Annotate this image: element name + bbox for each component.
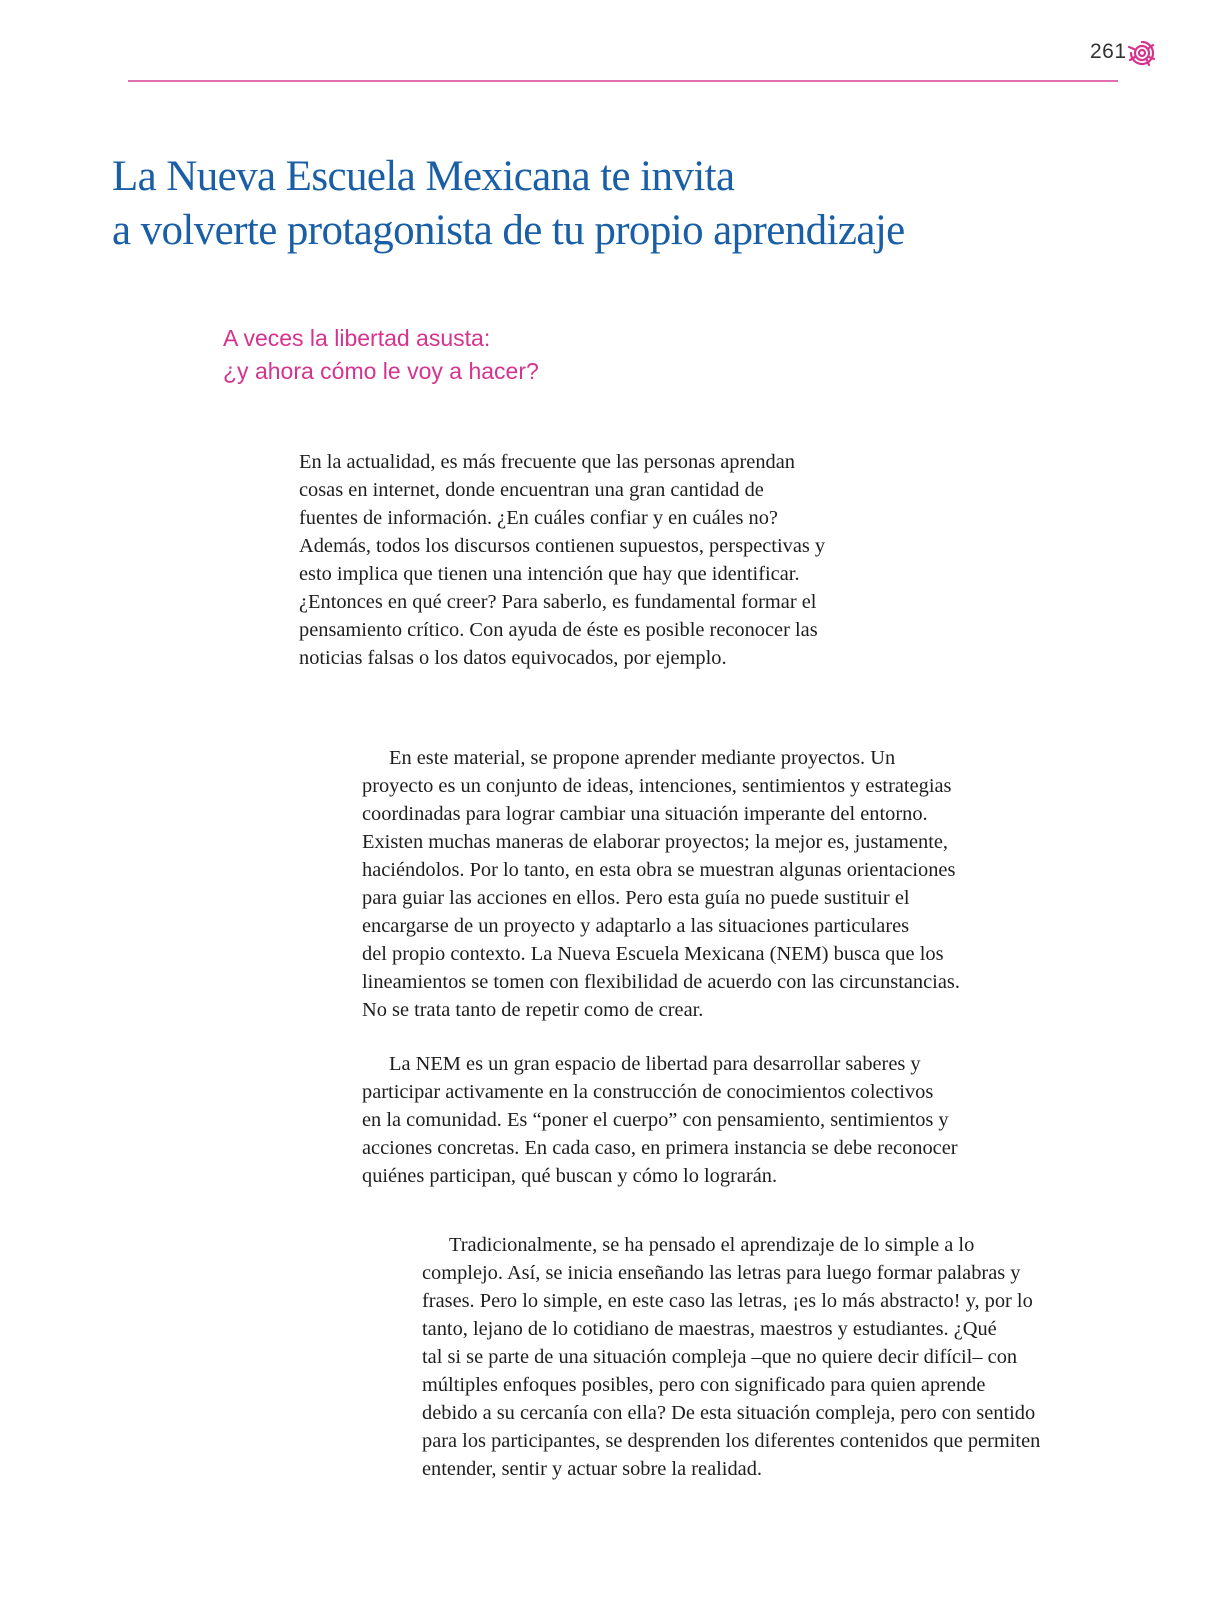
text-line: noticias falsas o los datos equivocados, por ejemplo. (299, 647, 727, 669)
text-line: esto implica que tienen una intención que hay que identificar. (299, 563, 800, 585)
text-line: Tradicionalmente, se ha pensado el aprendizaje de lo simple a lo (449, 1234, 975, 1256)
subtitle-line: A veces la libertad asusta: (223, 325, 491, 351)
text-line: Además, todos los discursos contienen supuestos, perspectivas y (299, 535, 826, 557)
page-number: 261 (1090, 40, 1127, 63)
page-title (112, 150, 1112, 258)
paragraph-nem (362, 1050, 1062, 1190)
text-line: en la comunidad. Es “poner el cuerpo” con pensamiento, sentimientos y (362, 1109, 949, 1131)
paragraph-internet (299, 448, 919, 672)
text-line: entender, sentir y actuar sobre la realidad. (422, 1458, 762, 1480)
title-line: a volverte protagonista de tu propio aprendizaje (112, 207, 905, 254)
text-line: tal si se parte de una situación compleja –que no quiere decir difícil– con (422, 1346, 1018, 1368)
text-line: Existen muchas maneras de elaborar proyectos; la mejor es, justamente, (362, 831, 949, 853)
text-line: pensamiento crítico. Con ayuda de éste es posible reconocer las (299, 619, 818, 641)
text-line: En este material, se propone aprender mediante proyectos. Un (389, 747, 896, 769)
text-line: haciéndolos. Por lo tanto, en esta obra se muestran algunas orientaciones (362, 859, 956, 881)
title-line: La Nueva Escuela Mexicana te invita (112, 153, 735, 200)
text-line: fuentes de información. ¿En cuáles confiar y en cuáles no? (299, 507, 778, 529)
text-line: múltiples enfoques posibles, pero con significado para quien aprende (422, 1374, 986, 1396)
text-line: En la actualidad, es más frecuente que las personas aprendan (299, 451, 795, 473)
text-line: quiénes participan, qué buscan y cómo lo lograrán. (362, 1165, 778, 1187)
subtitle-line: ¿y ahora cómo le voy a hacer? (223, 358, 539, 384)
text-line: tanto, lejano de lo cotidiano de maestras, maestros y estudiantes. ¿Qué (422, 1318, 997, 1340)
section-subtitle (223, 322, 923, 388)
paragraph-tradicionalmente (422, 1231, 1142, 1483)
paragraph-proyectos (362, 744, 1062, 1024)
header-rule (128, 80, 1118, 82)
text-line: encargarse de un proyecto y adaptarlo a las situaciones particulares (362, 915, 910, 937)
text-line: No se trata tanto de repetir como de crear. (362, 999, 704, 1021)
text-line: ¿Entonces en qué creer? Para saberlo, es fundamental formar el (299, 591, 817, 613)
text-line: coordinadas para lograr cambiar una situación imperante del entorno. (362, 803, 928, 825)
text-line: debido a su cercanía con ella? De esta situación compleja, pero con sentido (422, 1402, 1036, 1424)
text-line: para los participantes, se desprenden los diferentes contenidos que permiten (422, 1430, 1041, 1452)
text-line: frases. Pero lo simple, en este caso las letras, ¡es lo más abstracto! y, por lo (422, 1290, 1033, 1312)
text-line: cosas en internet, donde encuentran una gran cantidad de (299, 479, 764, 501)
text-line: complejo. Así, se inicia enseñando las letras para luego formar palabras y (422, 1262, 1021, 1284)
spiral-flower-icon (1127, 38, 1157, 68)
text-line: acciones concretas. En cada caso, en primera instancia se debe reconocer (362, 1137, 958, 1159)
text-line: participar activamente en la construcción de conocimientos colectivos (362, 1081, 934, 1103)
text-line: lineamientos se tomen con flexibilidad de acuerdo con las circunstancias. (362, 971, 960, 993)
text-line: proyecto es un conjunto de ideas, intenciones, sentimientos y estrategias (362, 775, 952, 797)
text-line: del propio contexto. La Nueva Escuela Mexicana (NEM) busca que los (362, 943, 944, 965)
text-line: para guiar las acciones en ellos. Pero esta guía no puede sustituir el (362, 887, 910, 909)
text-line: La NEM es un gran espacio de libertad para desarrollar saberes y (389, 1053, 921, 1075)
